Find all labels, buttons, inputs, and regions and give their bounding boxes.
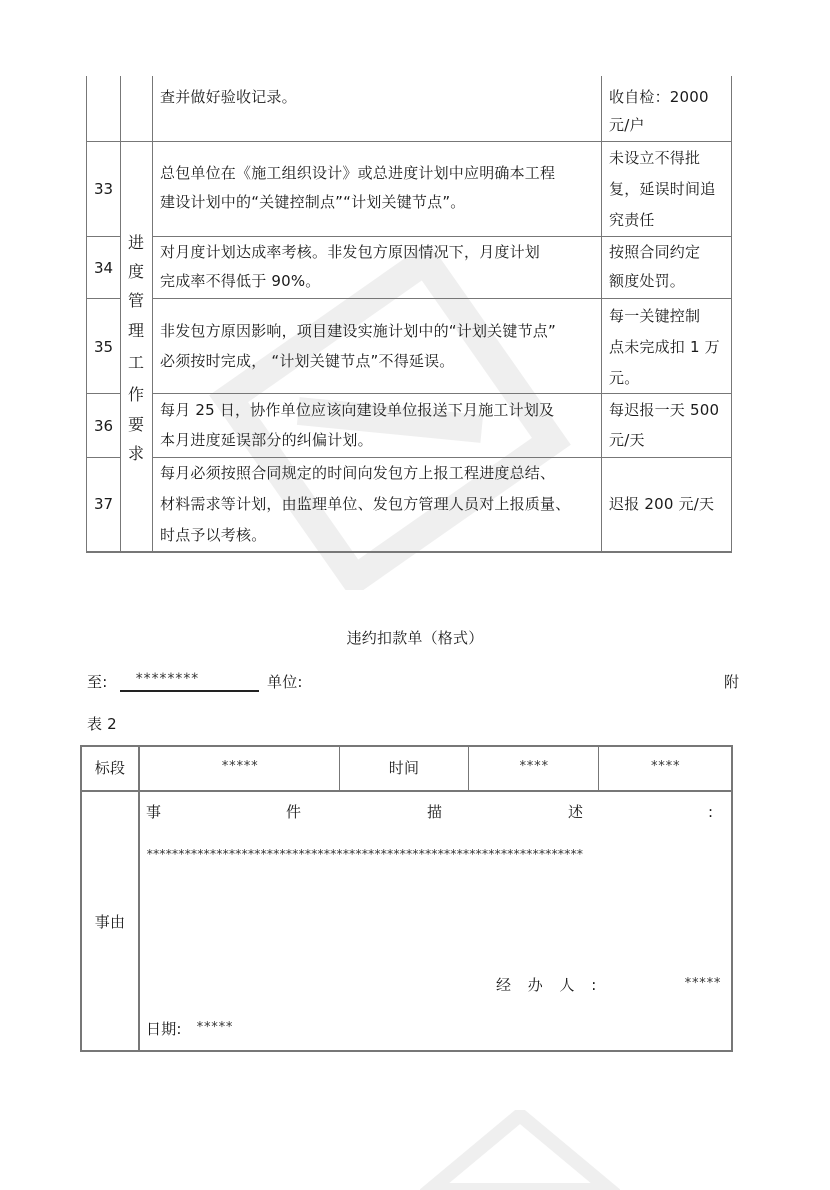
requirement-text: 非发包方原因影响，项目建设实施计划中的“计划关键节点” [160, 322, 556, 340]
penalty-text: 复，延误时间追 [609, 180, 716, 198]
requirement-text: 总包单位在《施工组织设计》或总进度计划中应明确本工程 [160, 164, 556, 182]
requirement-text: 每月必须按照合同规定的时间向发包方上报工程进度总结、 [160, 464, 556, 482]
requirement-text: 必须按时完成， “计划关键节点”不得延误。 [160, 352, 455, 370]
time-value-2: **** [650, 759, 680, 774]
to-underline [120, 690, 259, 692]
time-label: 时间 [388, 759, 420, 777]
penalty-text: 收自检：2000 [609, 88, 709, 106]
requirement-text: 时点予以考核。 [160, 526, 267, 544]
requirement-text: 本月进度延误部分的纠偏计划。 [160, 431, 373, 449]
table-label: 表 2 [87, 715, 117, 733]
watermark-logo-bottom [420, 1110, 620, 1190]
penalty-text: 点未完成扣 1 万 [609, 338, 720, 356]
to-value: ******** [135, 671, 199, 687]
handler-label: 经 办 人 : [496, 976, 603, 994]
date-value: ***** [196, 1020, 233, 1035]
penalty-text: 迟报 200 元/天 [609, 495, 715, 513]
unit-label: 单位: [267, 673, 303, 691]
section-label: 标段 [94, 759, 126, 777]
penalty-text: 元/天 [609, 431, 645, 449]
penalty-text: 究责任 [609, 211, 655, 229]
to-label: 至: [87, 673, 108, 691]
row-number: 34 [93, 259, 114, 277]
requirement-text: 建设计划中的“关键控制点”“计划关键节点”。 [160, 193, 466, 211]
requirement-text: 完成率不得低于 90%。 [160, 272, 321, 290]
penalty-text: 元/户 [609, 116, 645, 134]
row-number: 35 [93, 338, 114, 356]
row-number: 33 [93, 180, 114, 198]
requirement-text: 对月度计划达成率考核。非发包方原因情况下，月度计划 [160, 243, 541, 261]
form-title: 违约扣款单（格式） [346, 629, 484, 647]
penalty-text: 额度处罚。 [609, 272, 686, 290]
penalty-text: 每迟报一天 500 [609, 401, 720, 419]
penalty-text: 元。 [609, 369, 640, 387]
row-number: 37 [93, 495, 114, 513]
event-description-value: ********************************************************************* [146, 846, 583, 861]
section-value: ***** [221, 759, 258, 774]
time-value-1: **** [518, 759, 549, 774]
requirement-text: 每月 25 日，协作单位应该向建设单位报送下月施工计划及 [160, 401, 555, 419]
reason-label: 事由 [94, 913, 126, 931]
handler-value: ***** [684, 976, 721, 991]
requirement-text: 材料需求等计划，由监理单位、发包方管理人员对上报质量、 [160, 495, 571, 513]
penalty-text: 每一关键控制 [609, 307, 701, 325]
penalty-text: 按照合同约定 [609, 243, 701, 261]
attach-label: 附 [724, 673, 740, 691]
requirement-text: 查并做好验收记录。 [160, 88, 297, 106]
row-number: 36 [93, 417, 114, 435]
date-label: 日期: [146, 1020, 182, 1038]
penalty-text: 未设立不得批 [609, 149, 701, 167]
